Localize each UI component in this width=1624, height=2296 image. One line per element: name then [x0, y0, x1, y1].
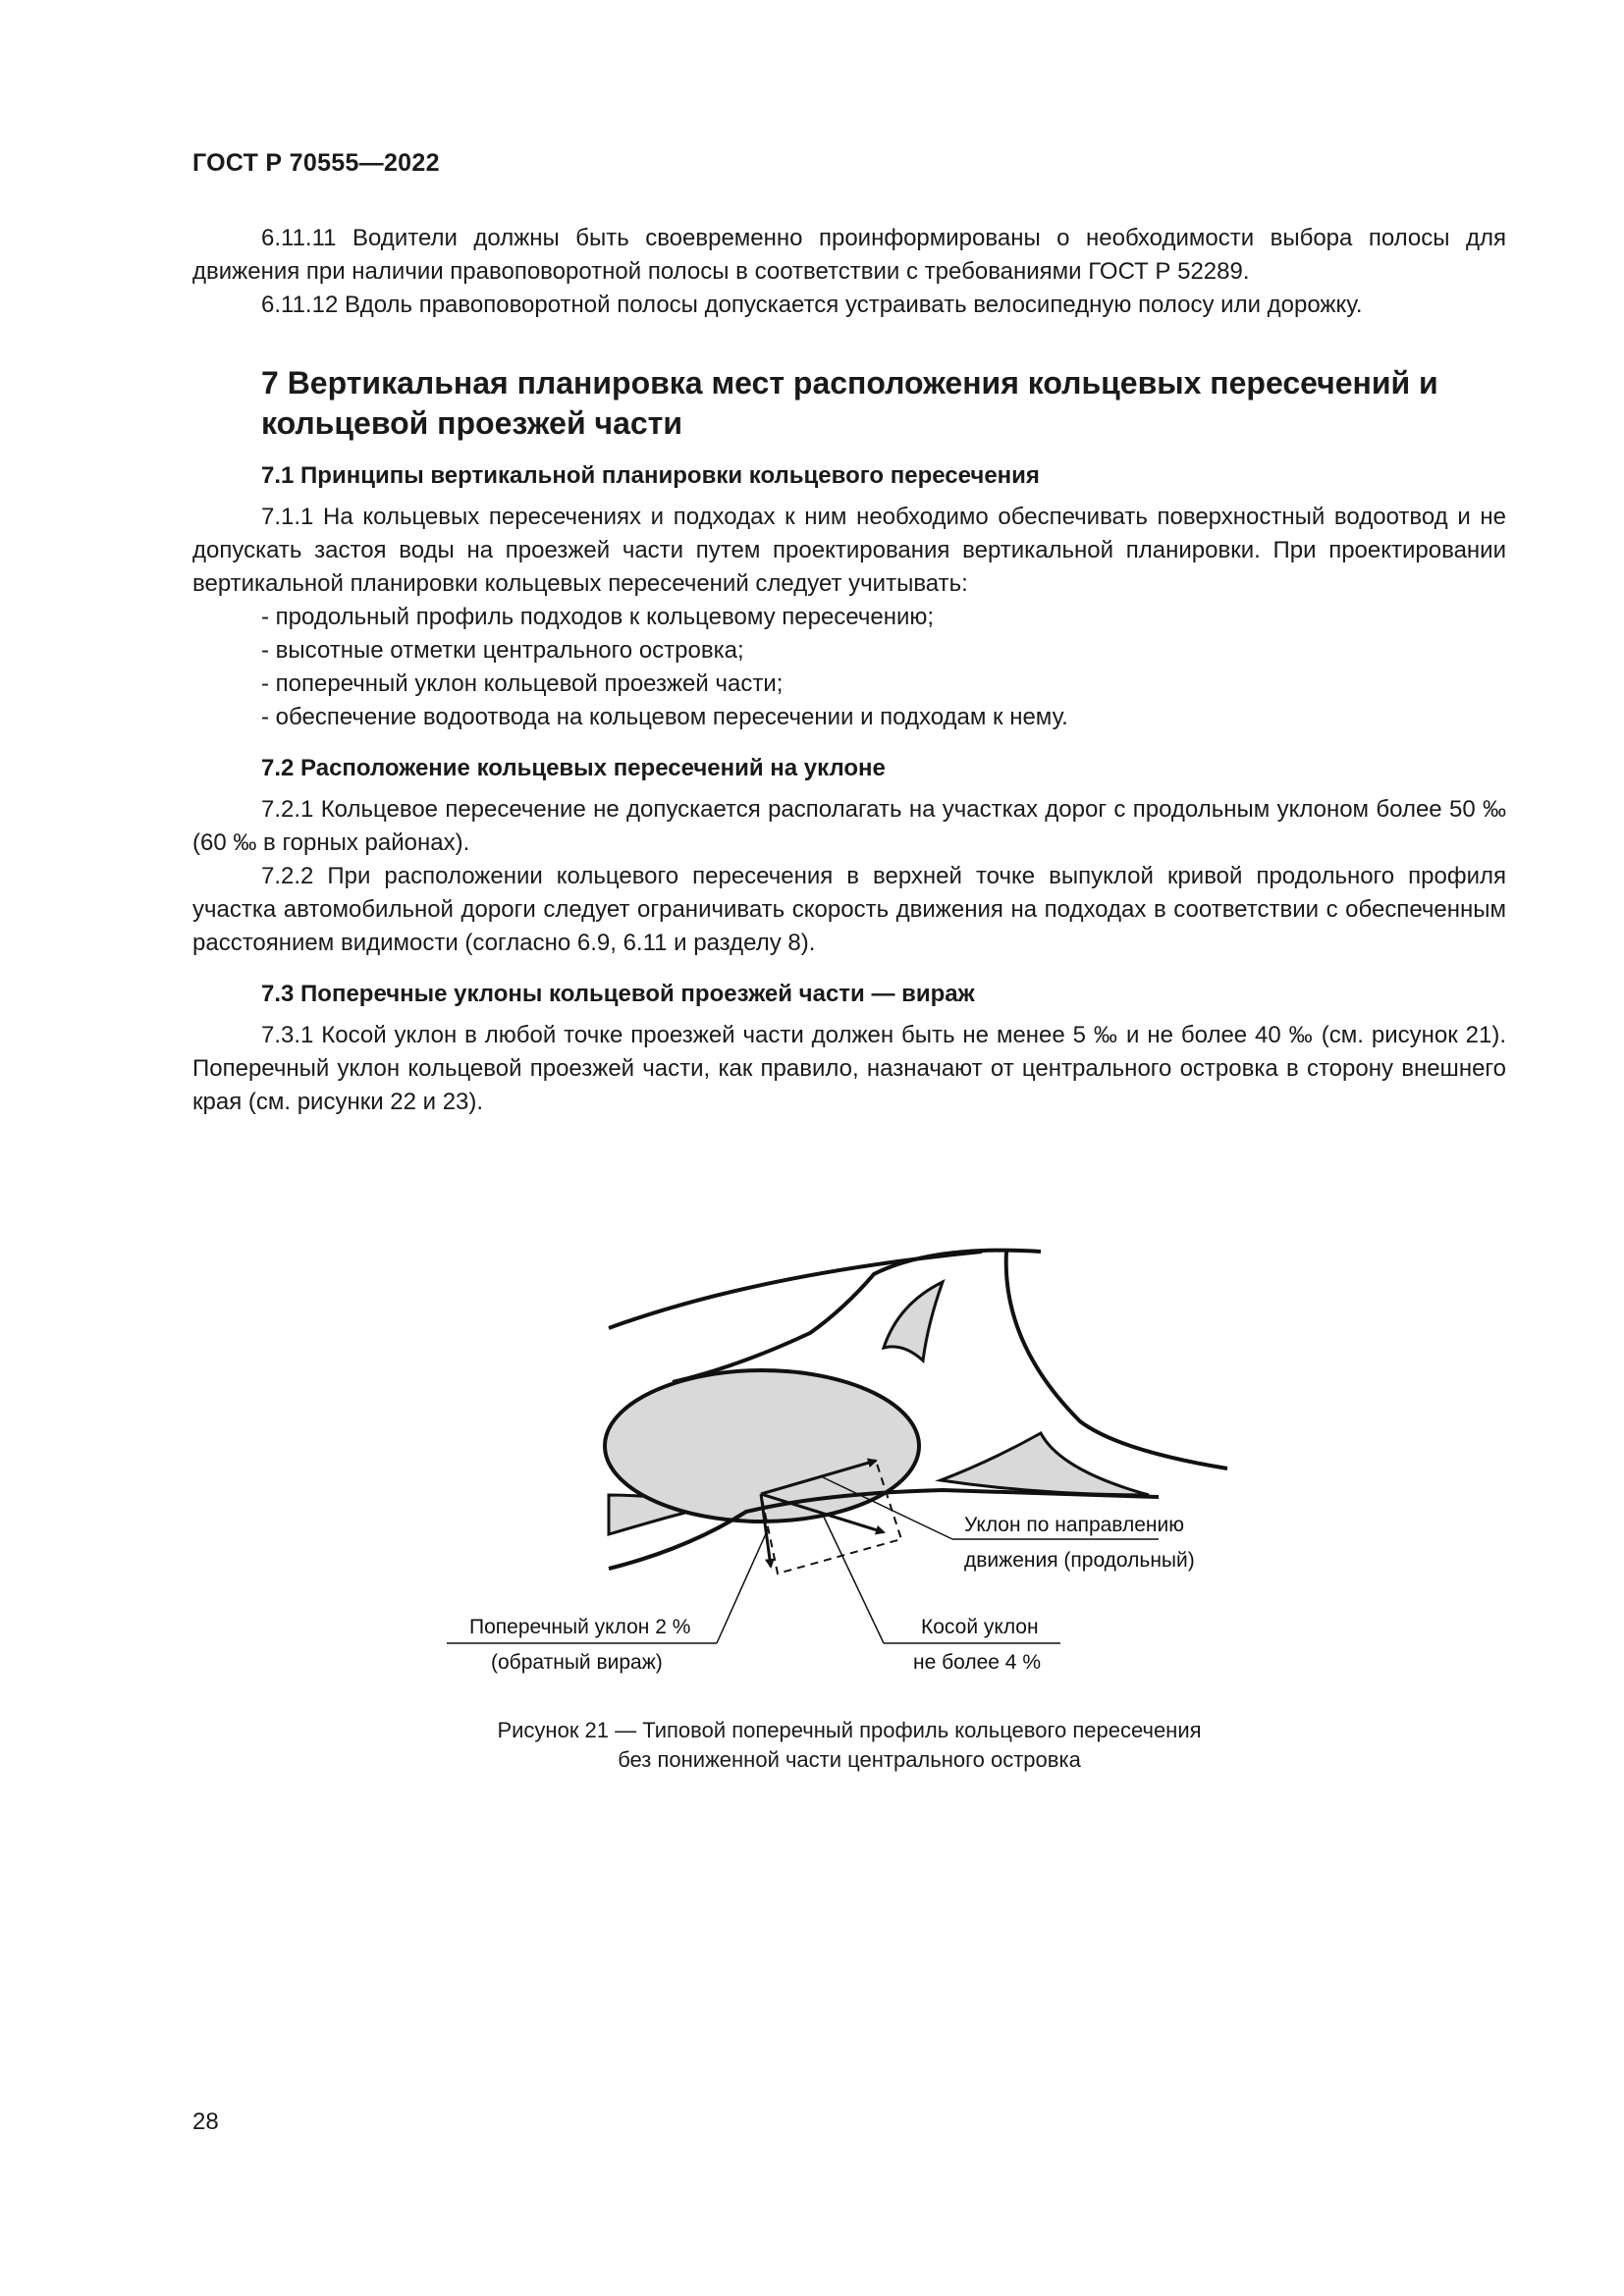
figure-21-diagram	[432, 1215, 1257, 1726]
page-content	[192, 222, 1506, 1119]
label-cross-line1: Поперечный уклон 2 %	[469, 1616, 691, 1638]
label-longitudinal-line1: Уклон по направлению	[964, 1514, 1184, 1536]
section-7-title: 7 Вертикальная планировка мест расположения кольцевых пересечений и кольцевой проезжей части	[261, 365, 1438, 441]
leader-line	[822, 1513, 884, 1643]
list-item: - поперечный уклон кольцевой проезжей части;	[261, 667, 1506, 701]
label-cross-line2: (обратный вираж)	[491, 1651, 663, 1674]
subsection-7-1-title: 7.1 Принципы вертикальной планировки кольцевого пересечения	[261, 462, 1040, 489]
considerations-list	[192, 601, 1506, 734]
page-number: 28	[192, 2109, 219, 2135]
figure-caption	[192, 1716, 1506, 1775]
subsection-7-3-title: 7.3 Поперечные уклоны кольцевой проезжей части — вираж	[261, 981, 975, 1007]
label-longitudinal-line2: движения (продольный)	[964, 1549, 1195, 1572]
leader-line	[717, 1529, 768, 1643]
label-oblique-line1: Косой уклон	[921, 1616, 1039, 1638]
caption-line-1: Рисунок 21 — Типовой поперечный профиль кольцевого пересечения	[497, 1718, 1202, 1742]
subsection-7-2-title: 7.2 Расположение кольцевых пересечений на уклоне	[261, 755, 886, 781]
splitter-island	[884, 1282, 943, 1361]
label-oblique-line2: не более 4 %	[913, 1651, 1041, 1674]
paragraph-7-3-1: 7.3.1 Косой уклон в любой точке проезжей части должен быть не менее 5 ‰ и не более 40 ‰ (см. рисунок 21). Поперечный уклон кольцевой проезжей части, как правило, назначают от центрального островка в сторону внешнего края (см. рисунки 22 и 23).	[192, 1022, 1506, 1115]
list-item: - высотные отметки центрального островка;	[261, 634, 1506, 667]
paragraph-7-2-2: 7.2.2 При расположении кольцевого пересечения в верхней точке выпуклой кривой продольного профиля участка автомобильной дороги следует ограничивать скорость движения на подходах в соответствии с обеспеченным расстоянием видимости (согласно 6.9, 6.11 и разделу 8).	[192, 863, 1506, 956]
roundabout-profile-diagram	[432, 1215, 1257, 1726]
paragraph-7-2-1: 7.2.1 Кольцевое пересечение не допускается располагать на участках дорог с продольным уклоном более 50 ‰ (60 ‰ в горных районах).	[192, 796, 1506, 856]
list-item: - обеспечение водоотвода на кольцевом пересечении и подходам к нему.	[261, 701, 1506, 734]
list-item: - продольный профиль подходов к кольцевому пересечению;	[261, 601, 1506, 634]
document-header: ГОСТ Р 70555—2022	[192, 149, 440, 177]
paragraph-6-11-12: 6.11.12 Вдоль правоповоротной полосы допускается устраивать велосипедную полосу или дорожку.	[261, 292, 1363, 318]
road-edge	[673, 1251, 1041, 1382]
caption-line-2: без пониженной части центрального островка	[618, 1747, 1081, 1772]
paragraph-6-11-11: 6.11.11 Водители должны быть своевременно проинформированы о необходимости выбора полосы для движения при наличии правоповоротной полосы в соответствии с требованиями ГОСТ Р 52289.	[192, 225, 1506, 285]
paragraph-7-1-1: 7.1.1 На кольцевых пересечениях и подходах к ним необходимо обеспечивать поверхностный водоотвод и не допускать застоя воды на проезжей части путем проектирования вертикальной планировки. При проектировании вертикальной планировки кольцевых пересечений следует учитывать:	[192, 504, 1506, 597]
